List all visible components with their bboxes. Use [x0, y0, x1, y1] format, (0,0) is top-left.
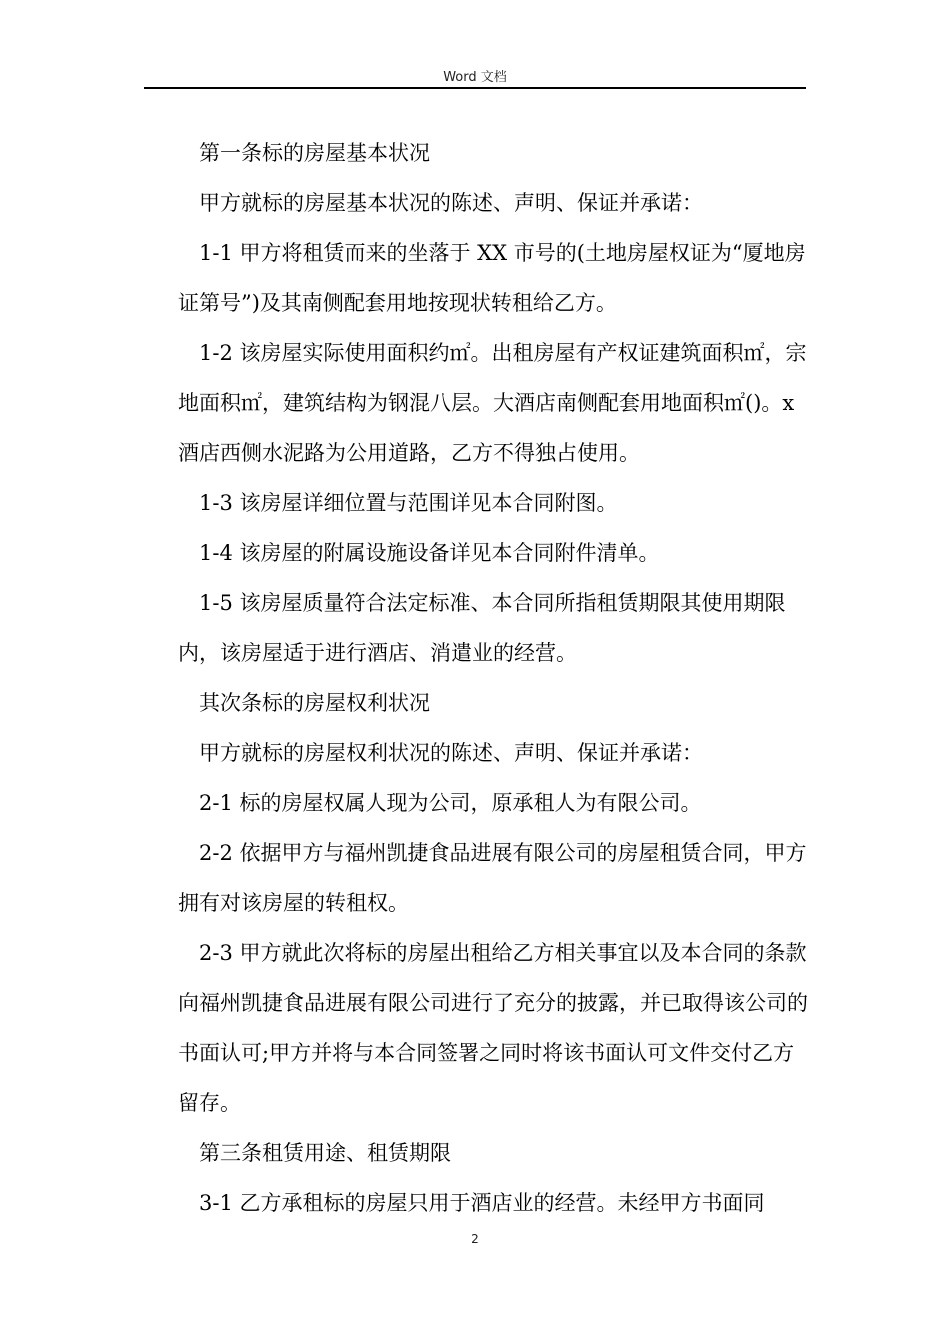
clause-1-4: 1-4 该房屋的附属设施设备详见本合同附件清单。	[199, 541, 660, 565]
clause-2-1: 2-1 标的房屋权属人现为公司，原承租人为有限公司。	[199, 791, 702, 815]
clause-2-3: 2-3 甲方就此次将标的房屋出租给乙方相关事宜以及本合同的条款向福州凯捷食品进展有限公司进行了充分的披露，并已取得该公司的书面认可;甲方并将与本合同签署之同时将该书面认可文件交付乙方留存。	[178, 941, 808, 1115]
clause-1-5: 1-5 该房屋质量符合法定标准、本合同所指租赁期限其使用期限内，该房屋适于进行酒店、消遣业的经营。	[178, 591, 786, 665]
document-body	[178, 128, 810, 1228]
section-heading-1: 第一条标的房屋基本状况	[199, 141, 430, 165]
clause-1-3: 1-3 该房屋详细位置与范围详见本合同附图。	[199, 491, 618, 515]
clause-1-1: 1-1 甲方将租赁而来的坐落于 XX 市号的(土地房屋权证为“厦地房证第号”)及其南侧配套用地按现状转租给乙方。	[178, 241, 806, 315]
page-number: 2	[471, 1232, 479, 1246]
header-divider	[144, 87, 806, 89]
paragraph: 甲方就标的房屋基本状况的陈述、声明、保证并承诺：	[199, 191, 703, 215]
clause-3-1: 3-1 乙方承租标的房屋只用于酒店业的经营。未经甲方书面同	[199, 1191, 765, 1215]
section-heading-2: 其次条标的房屋权利状况	[199, 691, 430, 715]
paragraph: 甲方就标的房屋权利状况的陈述、声明、保证并承诺：	[199, 741, 703, 765]
section-heading-3: 第三条租赁用途、租赁期限	[199, 1141, 451, 1165]
clause-1-2: 1-2 该房屋实际使用面积约㎡。出租房屋有产权证建筑面积㎡，宗地面积㎡，建筑结构为钢混八层。大酒店南侧配套用地面积㎡()。x 酒店西侧水泥路为公用道路，乙方不得独占使用。	[178, 341, 807, 465]
page-header-title: Word 文档	[443, 70, 507, 85]
clause-2-2: 2-2 依据甲方与福州凯捷食品进展有限公司的房屋租赁合同，甲方拥有对该房屋的转租权。	[178, 841, 807, 915]
